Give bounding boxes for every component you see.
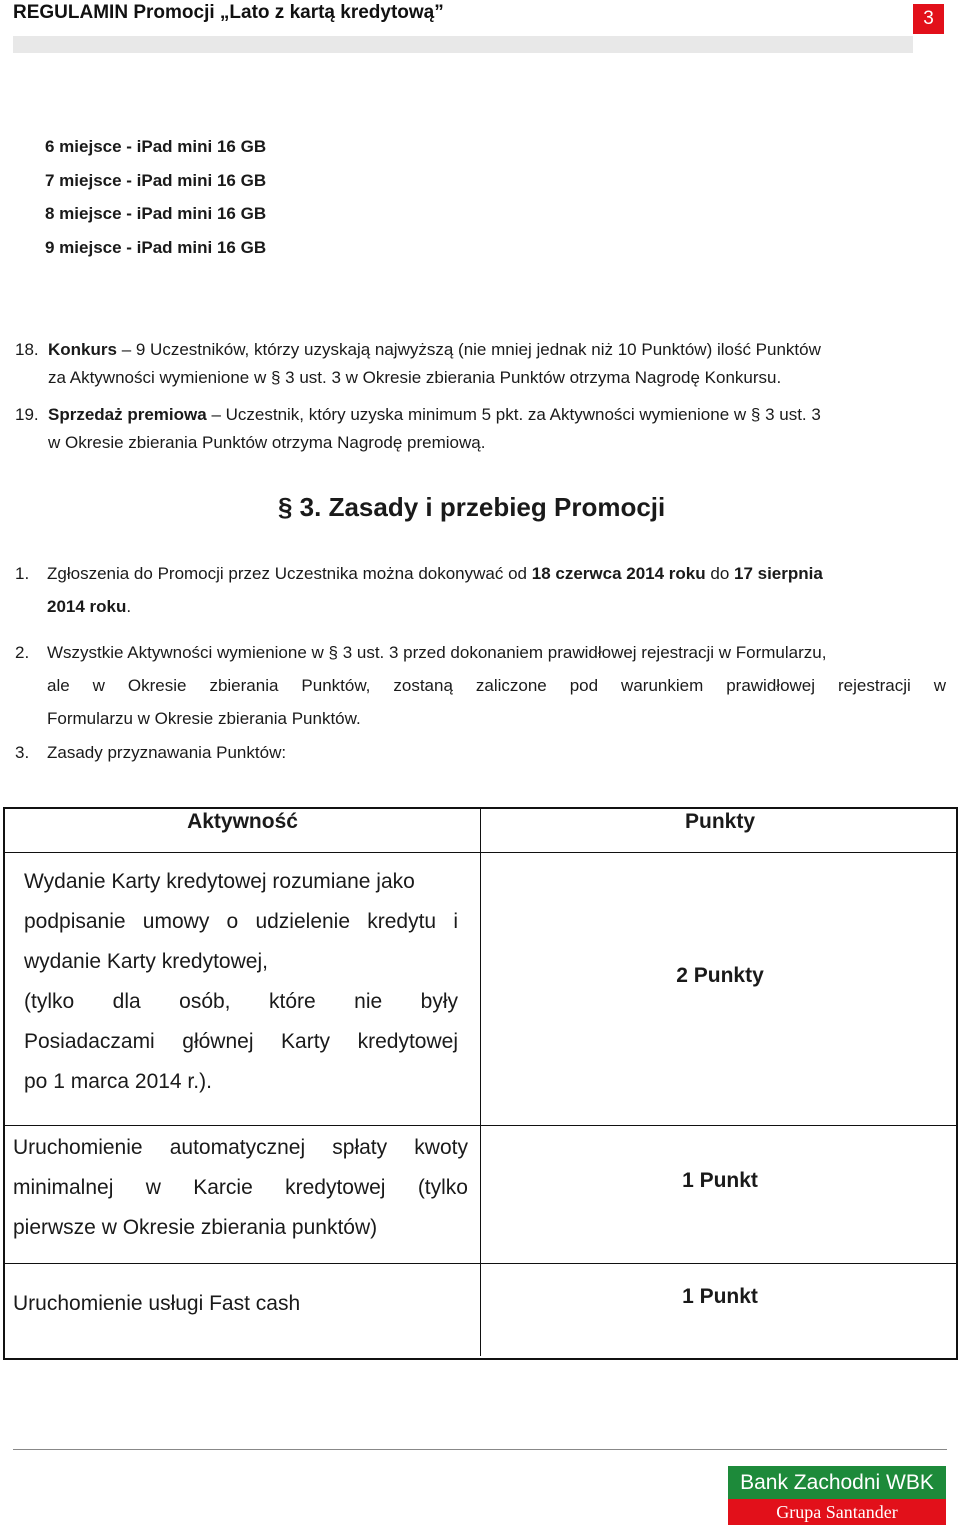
- konkurs-label: Konkurs: [48, 340, 117, 359]
- table-row-activity: [24, 862, 458, 1102]
- activity-line: Wydanie Karty kredytowej rozumiane jako: [24, 870, 415, 893]
- prize-item: 6 miejsce - iPad mini 16 GB: [45, 137, 267, 156]
- item-1-connector: do: [705, 564, 734, 583]
- table-header-activity: Aktywność: [187, 810, 298, 833]
- item-1-number: 1.: [15, 564, 30, 583]
- document-title: REGULAMIN Promocji „Lato z kartą kredytową”: [13, 2, 444, 23]
- item-3-text: Zasady przyznawania Punktów:: [47, 743, 287, 762]
- table-header-divider: [5, 852, 956, 853]
- item-2-line2: ale w Okresie zbierania Punktów, zostaną zaliczone pod warunkiem prawidłowej rejestracji w: [47, 676, 946, 695]
- paragraph-19-text: – Uczestnik, który uzyska minimum 5 pkt. za Aktywności wymienione w § 3 ust. 3: [206, 405, 821, 424]
- table-row-points: 2 Punkty: [676, 964, 764, 987]
- item-2-line3: Formularzu w Okresie zbierania Punktów.: [47, 709, 361, 728]
- activity-line: wydanie Karty kredytowej,: [24, 950, 268, 973]
- prize-item: 9 miejsce - iPad mini 16 GB: [45, 238, 267, 257]
- activity-line: Uruchomienie usługi Fast cash: [13, 1292, 301, 1315]
- activity-line: pierwsze w Okresie zbierania punktów): [13, 1216, 378, 1239]
- table-row-activity: [13, 1128, 468, 1248]
- page-number: 3: [913, 4, 944, 34]
- paragraph-18-text: – 9 Uczestników, którzy uzyskają najwyższą (nie mniej jednak niż 10 Punktów) ilość Punktów: [116, 340, 821, 359]
- paragraph-18-line1: [48, 339, 821, 361]
- paragraph-18-number: 18.: [15, 340, 39, 359]
- table-header-points: Punkty: [684, 810, 755, 833]
- activity-line: podpisanie umowy o udzielenie kredytu i: [24, 910, 458, 933]
- activity-line: (tylko dla osób, które nie były: [24, 990, 458, 1013]
- bank-logo-name: Bank Zachodni WBK: [728, 1466, 946, 1499]
- paragraph-18-line2: za Aktywności wymienione w § 3 ust. 3 w Okresie zbierania Punktów otrzyma Nagrodę Konkursu.: [48, 368, 782, 387]
- item-1-line2: [47, 596, 131, 618]
- table-row-points: 1 Punkt: [682, 1169, 758, 1192]
- item-1-text: Zgłoszenia do Promocji przez Uczestnika można dokonywać od: [47, 564, 532, 583]
- paragraph-19-number: 19.: [15, 405, 39, 424]
- bank-logo-group: Grupa Santander: [728, 1499, 946, 1525]
- paragraph-19-line1: [48, 404, 821, 426]
- table-row-divider: [5, 1263, 956, 1264]
- table-row-points: 1 Punkt: [682, 1285, 758, 1308]
- paragraph-19-line2: w Okresie zbierania Punktów otrzyma Nagrodę premiową.: [48, 433, 486, 452]
- activity-line: minimalnej w Karcie kredytowej (tylko: [13, 1176, 468, 1199]
- footer-divider: [13, 1449, 947, 1450]
- end-year: 2014 roku: [47, 597, 127, 616]
- item-2-number: 2.: [15, 643, 30, 662]
- item-1-end: .: [126, 597, 132, 616]
- section-heading: § 3. Zasady i przebieg Promocji: [278, 492, 666, 522]
- table-row-activity: [13, 1284, 468, 1324]
- header-bar: [13, 36, 913, 53]
- activity-line: Uruchomienie automatycznej spłaty kwoty: [13, 1136, 468, 1159]
- table-row-divider: [5, 1125, 956, 1126]
- prize-item: 7 miejsce - iPad mini 16 GB: [45, 171, 267, 190]
- sprzedaz-label: Sprzedaż premiowa: [48, 405, 207, 424]
- prize-item: 8 miejsce - iPad mini 16 GB: [45, 204, 267, 223]
- start-date: 18 czerwca 2014 roku: [531, 564, 706, 583]
- activity-line: Posiadaczami głównej Karty kredytowej: [24, 1030, 458, 1053]
- activity-line: po 1 marca 2014 r.).: [24, 1070, 212, 1093]
- item-3-number: 3.: [15, 743, 30, 762]
- item-2-line1: Wszystkie Aktywności wymienione w § 3 ust. 3 przed dokonaniem prawidłowej rejestracji w Formularzu,: [47, 643, 827, 662]
- table-column-divider: [480, 809, 481, 1356]
- end-date: 17 sierpnia: [734, 564, 823, 583]
- item-1-line1: [47, 563, 823, 585]
